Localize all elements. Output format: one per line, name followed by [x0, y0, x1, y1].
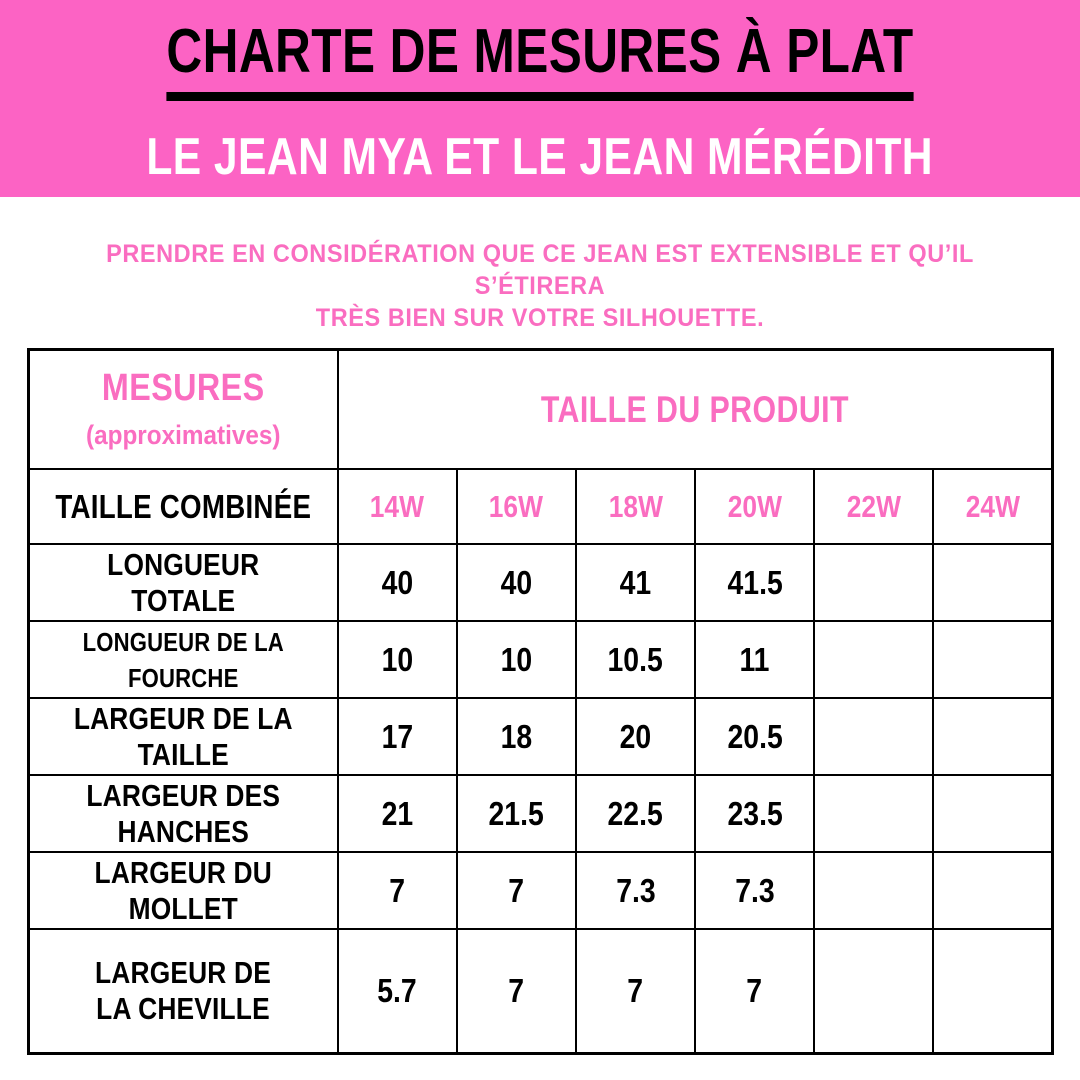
size-label-0: 14W	[370, 488, 425, 524]
measurement-cell	[576, 544, 695, 621]
measurement-cell	[814, 698, 933, 775]
size-label-1: 16W	[489, 488, 544, 524]
measurement-cell	[814, 544, 933, 621]
measurement-cell	[338, 775, 457, 852]
measurement-value: 17	[381, 717, 413, 755]
measurement-value: 11	[739, 640, 770, 678]
size-cell-1	[457, 469, 576, 544]
size-row-label: TAILLE COMBINÉE	[55, 487, 312, 525]
corner-header	[30, 369, 337, 449]
measurement-value: 10	[381, 640, 413, 678]
measurement-cell	[338, 698, 457, 775]
measurement-value: 21	[381, 794, 413, 832]
measurement-cell	[814, 775, 933, 852]
page-subtitle: LE JEAN MYA ET LE JEAN MÉRÉDITH	[146, 128, 934, 186]
measurement-chart	[27, 348, 1052, 1050]
measurement-value: 40	[500, 563, 533, 601]
table-row	[29, 698, 1053, 775]
measurement-cell	[695, 775, 814, 852]
corner-header-main: MESURES	[101, 367, 265, 410]
page-title: CHARTE DE MESURES À PLAT	[166, 16, 913, 101]
size-row	[29, 469, 1053, 544]
row-label: LARGEUR DU MOLLET	[94, 854, 272, 926]
size-label-5: 24W	[965, 488, 1020, 524]
table-row	[29, 775, 1053, 852]
table-row	[29, 929, 1053, 1054]
corner-header-cell	[29, 350, 338, 470]
measurement-value: 21.5	[488, 794, 544, 832]
measurement-cell	[933, 698, 1052, 775]
measurement-cell	[338, 544, 457, 621]
row-label-cell	[29, 621, 338, 698]
header-banner	[0, 0, 1080, 197]
measurement-cell	[576, 621, 695, 698]
measurement-cell	[695, 852, 814, 929]
row-label-cell	[29, 929, 338, 1054]
measurement-value: 40	[381, 563, 413, 601]
stretch-note	[89, 197, 991, 334]
measurement-cell	[457, 929, 576, 1054]
measurement-cell	[933, 852, 1052, 929]
row-label-cell	[29, 852, 338, 929]
table-row	[29, 621, 1053, 698]
size-label-4: 22W	[846, 488, 901, 524]
measurement-value: 23.5	[727, 794, 783, 832]
table-row	[29, 852, 1053, 929]
measurement-value: 41	[619, 563, 652, 601]
row-label-cell	[29, 698, 338, 775]
measurement-cell	[814, 621, 933, 698]
row-label: LARGEUR DES HANCHES	[86, 777, 281, 849]
measurement-value: 10.5	[607, 640, 664, 678]
measurement-value: 20.5	[727, 717, 783, 755]
measurement-value: 7	[508, 972, 525, 1009]
measurement-cell	[576, 852, 695, 929]
measurement-cell	[457, 698, 576, 775]
row-label-cell	[29, 544, 338, 621]
measurement-cell	[576, 775, 695, 852]
size-cell-0	[338, 469, 457, 544]
size-cell-3	[695, 469, 814, 544]
table-row	[29, 544, 1053, 621]
measurement-value: 7	[746, 972, 763, 1009]
measurement-value: 5.7	[377, 972, 417, 1009]
measurement-cell	[576, 929, 695, 1054]
size-cell-4	[814, 469, 933, 544]
stretch-note-line-1: PRENDRE EN CONSIDÉRATION QUE CE JEAN EST EXTENSIBLE ET QU’IL S’ÉTIRERA	[106, 240, 974, 300]
measurement-table	[27, 348, 1054, 1055]
measurement-value: 41.5	[727, 563, 783, 601]
measurement-value: 10	[500, 640, 533, 678]
stretch-note-line-2: TRÈS BIEN SUR VOTRE SILHOUETTE.	[315, 304, 765, 332]
measurement-value: 22.5	[607, 794, 664, 832]
measurement-cell	[457, 775, 576, 852]
size-label-3: 20W	[727, 488, 782, 524]
measurement-cell	[933, 621, 1052, 698]
measurement-cell	[457, 544, 576, 621]
corner-header-sub: (approximatives)	[86, 420, 281, 451]
row-label-cell	[29, 775, 338, 852]
measurement-cell	[695, 544, 814, 621]
measurement-value: 18	[500, 717, 533, 755]
measurement-cell	[933, 929, 1052, 1054]
size-cell-2	[576, 469, 695, 544]
measurement-value: 7	[627, 972, 644, 1009]
measurement-cell	[695, 621, 814, 698]
measurement-cell	[457, 621, 576, 698]
measurement-cell	[457, 852, 576, 929]
measurement-value: 20	[619, 717, 652, 755]
measurement-value: 7.3	[734, 871, 775, 909]
measurement-cell	[933, 544, 1052, 621]
measurement-cell	[338, 929, 457, 1054]
row-label: LONGUEUR TOTALE	[107, 546, 260, 618]
measurement-cell	[695, 698, 814, 775]
row-label: LARGEUR DE LA TAILLE	[73, 700, 293, 772]
measurement-cell	[814, 929, 933, 1054]
row-label: LARGEUR DE LA CHEVILLE	[95, 955, 272, 1026]
size-row-label-cell	[29, 469, 338, 544]
size-cell-5	[933, 469, 1052, 544]
measurement-cell	[338, 621, 457, 698]
measurement-cell	[576, 698, 695, 775]
size-label-2: 18W	[608, 488, 663, 524]
measurement-cell	[814, 852, 933, 929]
measurement-value: 7.3	[615, 871, 656, 909]
sizes-header-label: TAILLE DU PRODUIT	[540, 388, 849, 430]
row-label: LONGUEUR DE LA FOURCHE	[82, 626, 284, 693]
measurement-cell	[933, 775, 1052, 852]
measurement-cell	[338, 852, 457, 929]
sizes-header-cell	[338, 350, 1053, 470]
measurement-value: 7	[508, 871, 525, 909]
table-header-row	[29, 350, 1053, 470]
measurement-cell	[695, 929, 814, 1054]
measurement-value: 7	[389, 871, 405, 909]
